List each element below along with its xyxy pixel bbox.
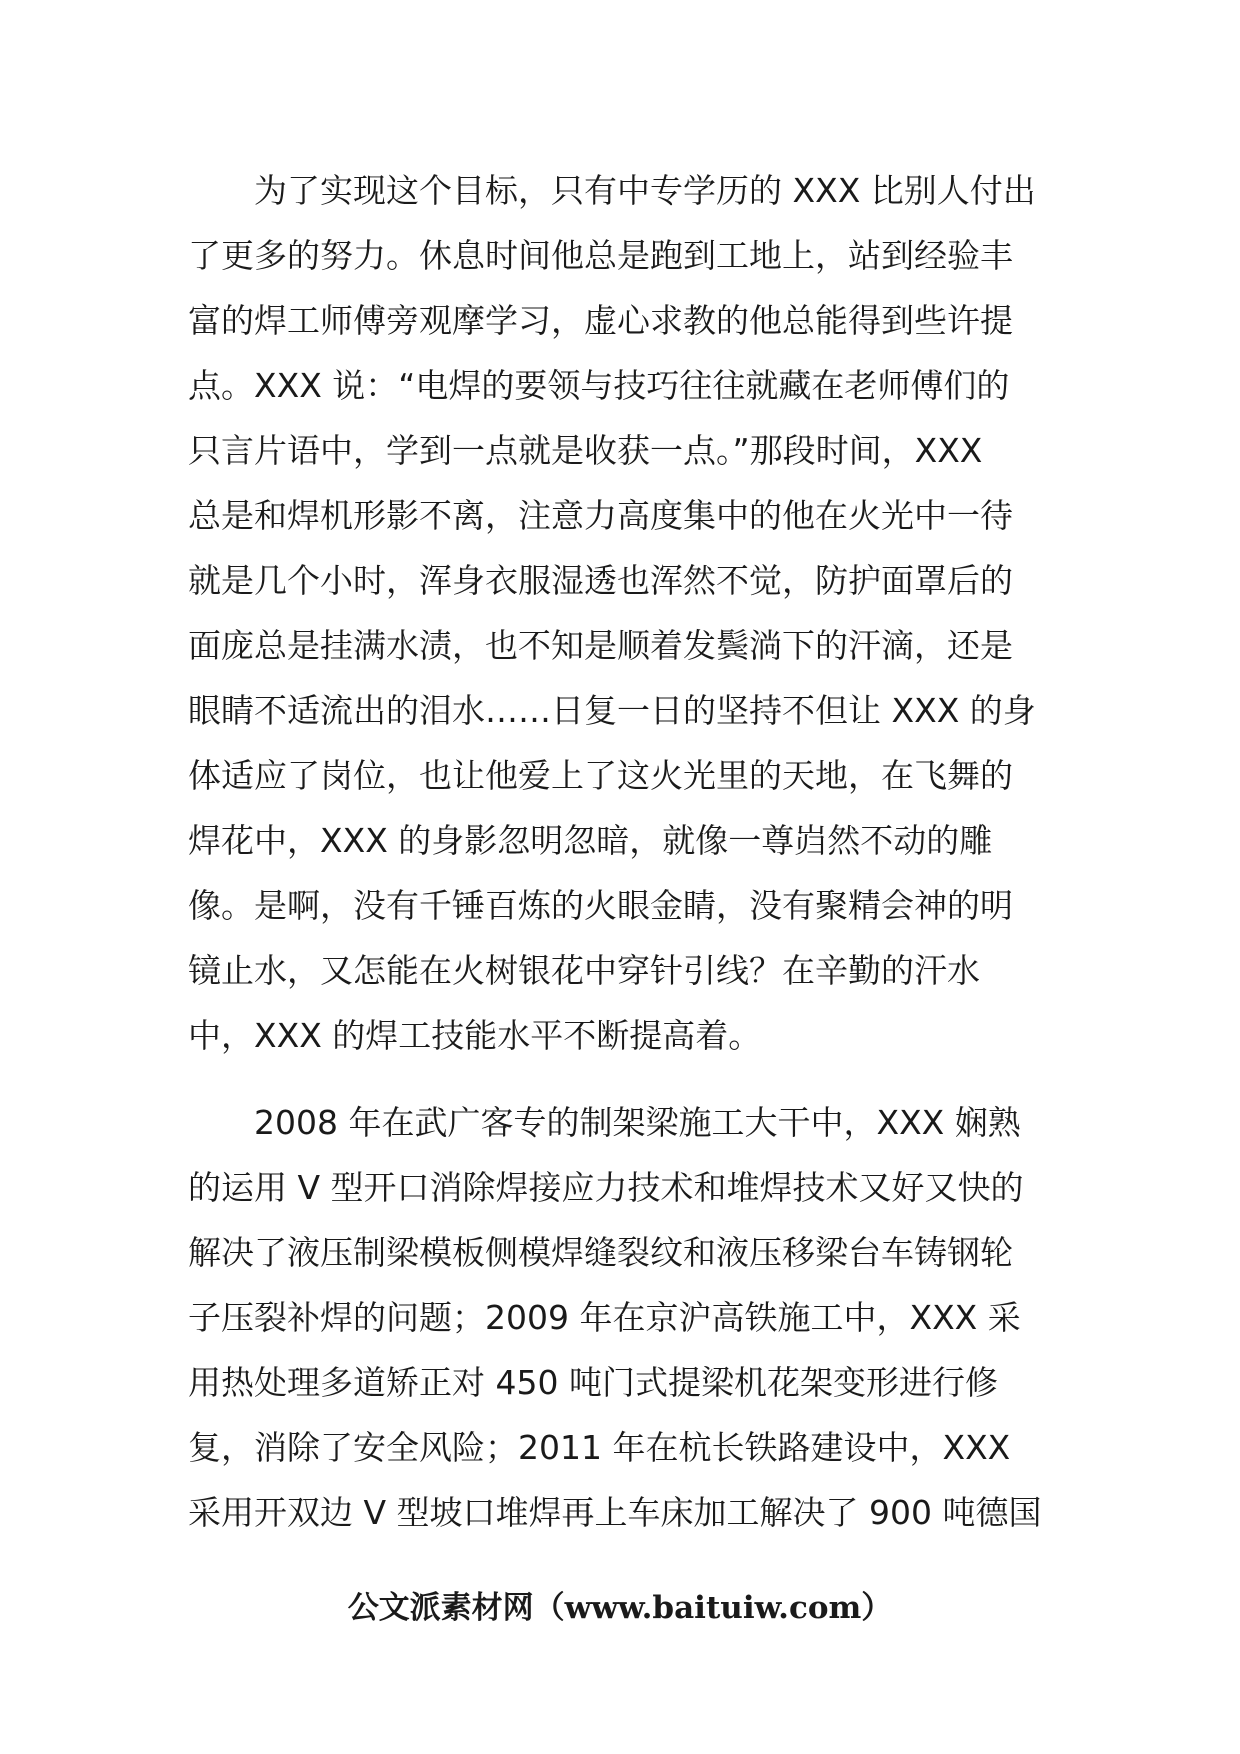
text-line: 只言片语中，学到一点就是收获一点。”那段时间，XXX xyxy=(188,431,983,470)
text-line: 富的焊工师傅旁观摩学习，虚心求教的他总能得到些许提 xyxy=(188,301,1013,340)
text-line: 为了实现这个目标，只有中专学历的 XXX 比别人付出 xyxy=(188,171,1036,210)
paragraph-spacer xyxy=(188,1068,1058,1090)
text-line: 焊花中，XXX 的身影忽明忽暗，就像一尊岿然不动的雕 xyxy=(188,821,993,860)
text-line: 用热处理多道矫正对 450 吨门式提梁机花架变形进行修 xyxy=(188,1363,998,1402)
text-line: 中，XXX 的焊工技能水平不断提高着。 xyxy=(188,1016,762,1055)
text-line: 镜止水，又怎能在火树银花中穿针引线？在辛勤的汗水 xyxy=(188,951,980,990)
text-line: 解决了液压制梁模板侧模焊缝裂纹和液压移梁台车铸钢轮 xyxy=(188,1233,1013,1272)
paragraph-2 xyxy=(188,1090,1058,1545)
text-line: 点。XXX 说：“电焊的要领与技巧往往就藏在老师傅们的 xyxy=(188,366,1010,405)
text-line: 复，消除了安全风险；2011 年在杭长铁路建设中，XXX xyxy=(188,1428,1011,1467)
text-line: 像。是啊，没有千锤百炼的火眼金睛，没有聚精会神的明 xyxy=(188,886,1013,925)
text-line: 采用开双边 V 型坡口堆焊再上车床加工解决了 900 吨德国 xyxy=(188,1493,1042,1532)
document-body xyxy=(188,158,1058,1545)
text-line: 体适应了岗位，也让他爱上了这火光里的天地，在飞舞的 xyxy=(188,756,1013,795)
text-line: 子压裂补焊的问题；2009 年在京沪高铁施工中，XXX 采 xyxy=(188,1298,1021,1337)
text-line: 面庞总是挂满水渍，也不知是顺着发鬓淌下的汗滴，还是 xyxy=(188,626,1013,665)
text-line: 就是几个小时，浑身衣服湿透也浑然不觉，防护面罩后的 xyxy=(188,561,1013,600)
text-line: 的运用 V 型开口消除焊接应力技术和堆焊技术又好又快的 xyxy=(188,1168,1024,1207)
text-line: 了更多的努力。休息时间他总是跑到工地上，站到经验丰 xyxy=(188,236,1013,275)
footer-watermark: 公文派素材网（www.baituiw.com） xyxy=(347,1590,893,1626)
text-line: 眼睛不适流出的泪水……日复一日的坚持不但让 XXX 的身 xyxy=(188,691,1036,730)
text-line: 总是和焊机形影不离，注意力高度集中的他在火光中一待 xyxy=(188,496,1013,535)
text-line: 2008 年在武广客专的制架梁施工大干中，XXX 娴熟 xyxy=(188,1103,1021,1142)
paragraph-1 xyxy=(188,158,1058,1068)
